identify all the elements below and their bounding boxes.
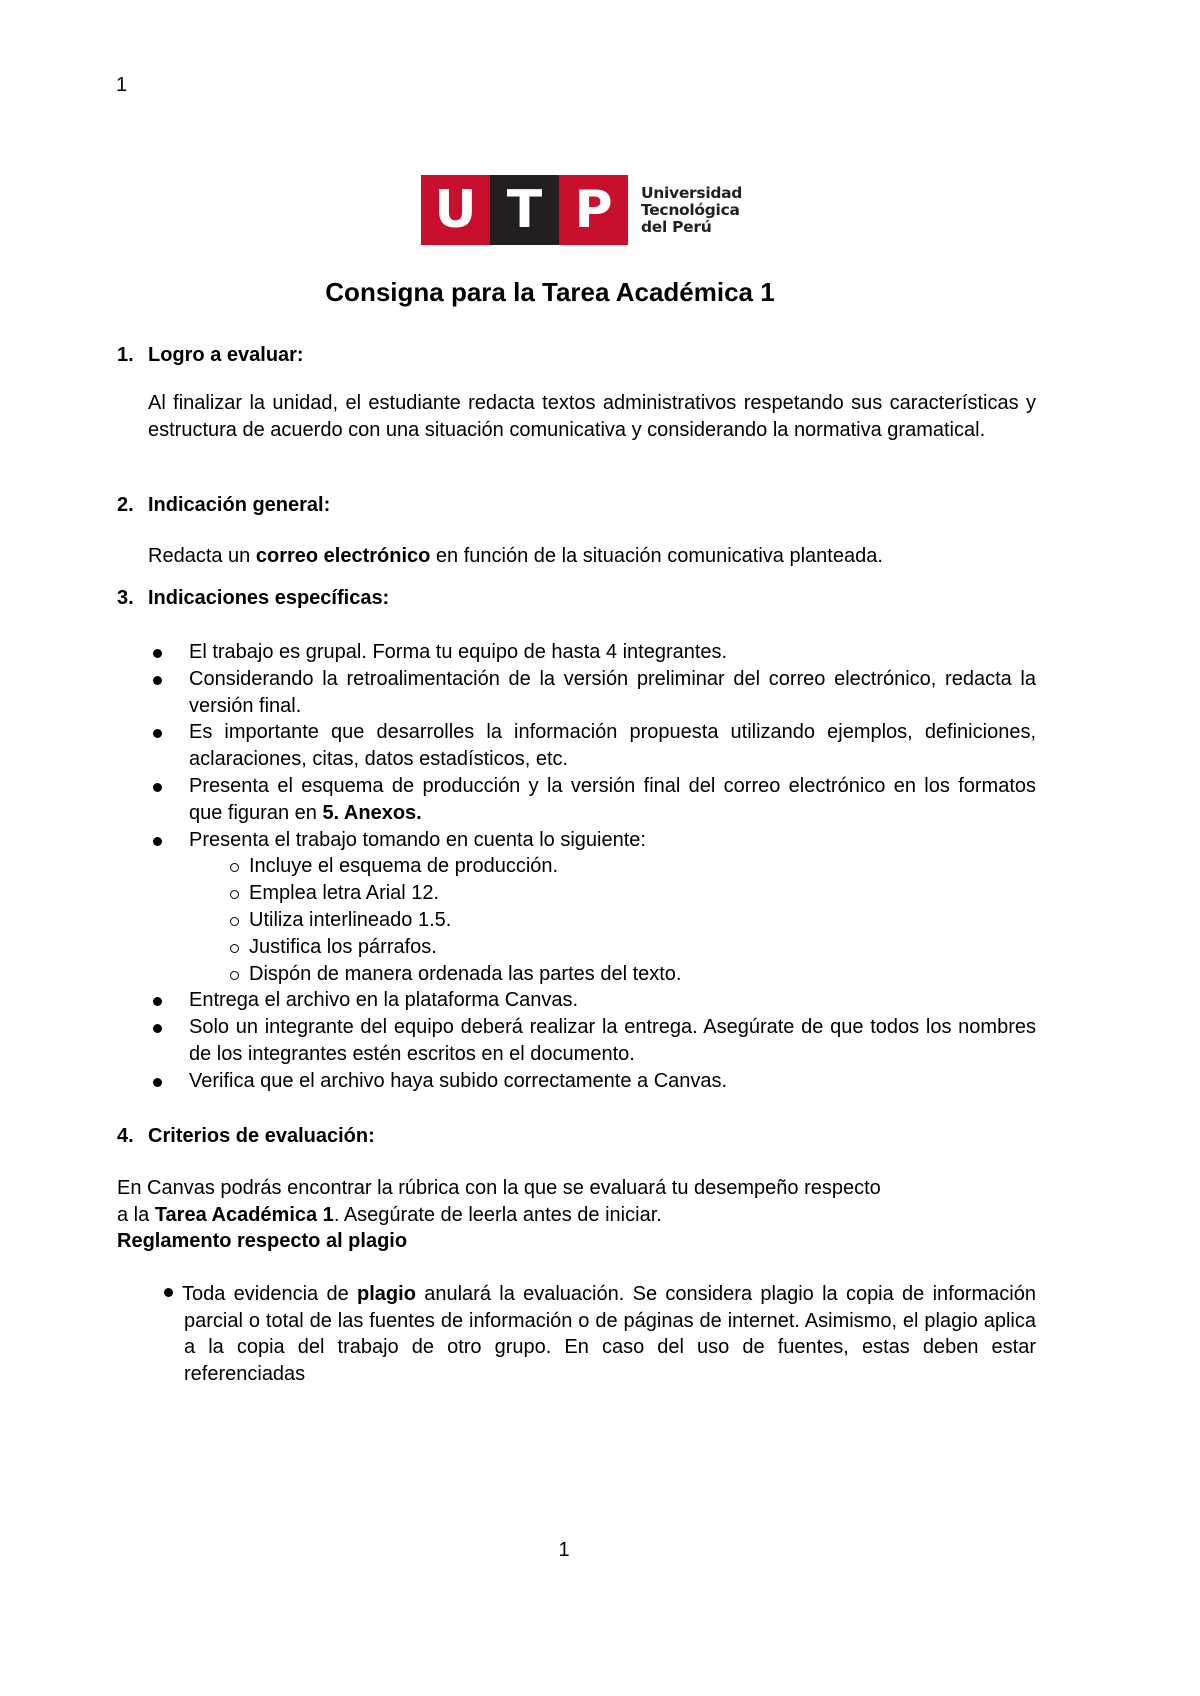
- section-1-number: 1.: [117, 344, 134, 366]
- utp-logo: [421, 175, 742, 245]
- sub-list-item: [189, 853, 1036, 880]
- plagio-text-after: anulará la evaluación. Se considera plagio la copia de información parcial o total de las fuentes de información o de páginas de internet. Asimismo, el plagio aplica a la copia del trabajo de otro grupo. En caso del uso de fuentes, estas deben estar referenciadas: [184, 1283, 1036, 1385]
- section-1-title: Logro a evaluar:: [148, 344, 304, 366]
- section-3-heading: [117, 587, 389, 610]
- plagio-heading: Reglamento respecto al plagio: [117, 1230, 408, 1252]
- circle-bullet-icon: [230, 944, 239, 953]
- bullet-icon: [153, 783, 162, 792]
- sub-list-item-text: Emplea letra Arial 12.: [249, 882, 440, 905]
- plagio-list-item: [150, 1281, 1036, 1387]
- presentation-sublist: [189, 853, 1036, 987]
- bullet-icon: [153, 729, 162, 738]
- section-4-title: Criterios de evaluación:: [148, 1125, 375, 1147]
- list-item: [150, 773, 1036, 827]
- circle-bullet-icon: [230, 917, 239, 926]
- logo-name-line-3: del Perú: [641, 217, 712, 236]
- list-item-text: Entrega el archivo en la plataforma Canvas.: [189, 989, 579, 1012]
- indicaciones-list: [150, 639, 1036, 1095]
- plagio-text-bold: plagio: [357, 1283, 416, 1305]
- logo-university-name: [641, 175, 742, 245]
- bullet-icon: [153, 1024, 162, 1033]
- sub-list-item: [189, 934, 1036, 961]
- criterios-line-2: [117, 1202, 1037, 1229]
- section-2-paragraph: [148, 543, 1036, 570]
- section-2-heading: [117, 494, 330, 517]
- list-item-text: Considerando la retroalimentación de la versión preliminar del correo electrónico, redacta la versión final.: [189, 667, 1036, 717]
- bullet-icon: [153, 837, 162, 846]
- section-4-number: 4.: [117, 1125, 134, 1147]
- bullet-icon: [153, 997, 162, 1006]
- logo-letter-u: U: [421, 175, 490, 245]
- section-3-number: 3.: [117, 587, 134, 609]
- indicacion-text-before: Redacta un: [148, 545, 256, 567]
- sub-list-item: [189, 907, 1036, 934]
- section-1-paragraph: [148, 390, 1036, 443]
- sub-list-item: [189, 961, 1036, 988]
- logro-text: Al finalizar la unidad, el estudiante redacta textos administrativos respetando sus características y estructura de acuerdo con una situación comunicativa y considerando la normativa gramatical.: [148, 392, 1036, 441]
- list-item: [150, 827, 1036, 988]
- logo-name-line-2: Tecnológica: [641, 200, 740, 219]
- criterios-line-2-bold: Tarea Académica 1: [154, 1204, 334, 1226]
- list-item: [150, 639, 1036, 666]
- list-item: [150, 666, 1036, 720]
- sub-list-item-text: Justifica los párrafos.: [249, 935, 437, 958]
- indicacion-text-after: en función de la situación comunicativa planteada.: [430, 545, 883, 567]
- section-3-title: Indicaciones específicas:: [148, 587, 390, 609]
- list-item: [150, 1068, 1036, 1095]
- section-4-paragraph: [117, 1175, 1037, 1229]
- list-item: [150, 719, 1036, 773]
- page-number-bottom: 1: [558, 1539, 570, 1561]
- document-title: Consigna para la Tarea Académica 1: [325, 277, 775, 307]
- sub-list-item-text: Dispón de manera ordenada las partes del texto.: [249, 962, 682, 985]
- circle-bullet-icon: [230, 971, 239, 980]
- list-item-text: Verifica que el archivo haya subido correctamente a Canvas.: [189, 1069, 728, 1092]
- circle-bullet-icon: [230, 890, 239, 899]
- list-item-text: Presenta el esquema de producción y la versión final del correo electrónico en los formatos que figuran en: [189, 774, 1036, 824]
- bullet-icon: [164, 1288, 173, 1297]
- criterios-line-2-before: a la: [117, 1204, 155, 1226]
- indicacion-text-bold: correo electrónico: [255, 545, 431, 567]
- section-2-number: 2.: [117, 494, 134, 516]
- sub-list-item: [189, 880, 1036, 907]
- logo-letter-t: T: [490, 175, 559, 245]
- section-4-heading: [117, 1125, 375, 1148]
- section-2-title: Indicación general:: [148, 494, 331, 516]
- sub-list-item-text: Utiliza interlineado 1.5.: [249, 908, 452, 931]
- plagio-text-before: Toda evidencia de: [182, 1283, 358, 1305]
- logo-name-line-1: Universidad: [641, 183, 743, 202]
- list-item-text: Es importante que desarrolles la información propuesta utilizando ejemplos, definiciones, aclaraciones, citas, datos estadísticos, etc.: [189, 721, 1036, 771]
- bullet-icon: [153, 676, 162, 685]
- list-item: [150, 987, 1036, 1014]
- anexos-reference: 5. Anexos.: [322, 801, 422, 824]
- page-number-top: 1: [116, 74, 128, 96]
- list-item-text: El trabajo es grupal. Forma tu equipo de hasta 4 integrantes.: [189, 641, 728, 663]
- criterios-line-2-after: . Asegúrate de leerla antes de iniciar.: [333, 1204, 662, 1226]
- criterios-line-1: En Canvas podrás encontrar la rúbrica con la que se evaluará tu desempeño respecto: [117, 1177, 881, 1199]
- bullet-icon: [153, 649, 162, 658]
- list-item-text: Presenta el trabajo tomando en cuenta lo siguiente:: [189, 828, 646, 851]
- sub-list-item-text: Incluye el esquema de producción.: [249, 855, 559, 878]
- list-item-text: Solo un integrante del equipo deberá realizar la entrega. Asegúrate de que todos los nombres de los integrantes estén escritos en el documento.: [189, 1016, 1036, 1065]
- list-item: [150, 1014, 1036, 1068]
- circle-bullet-icon: [230, 863, 239, 872]
- logo-letter-p: P: [559, 175, 628, 245]
- section-1-heading: [117, 344, 304, 367]
- bullet-icon: [153, 1078, 162, 1087]
